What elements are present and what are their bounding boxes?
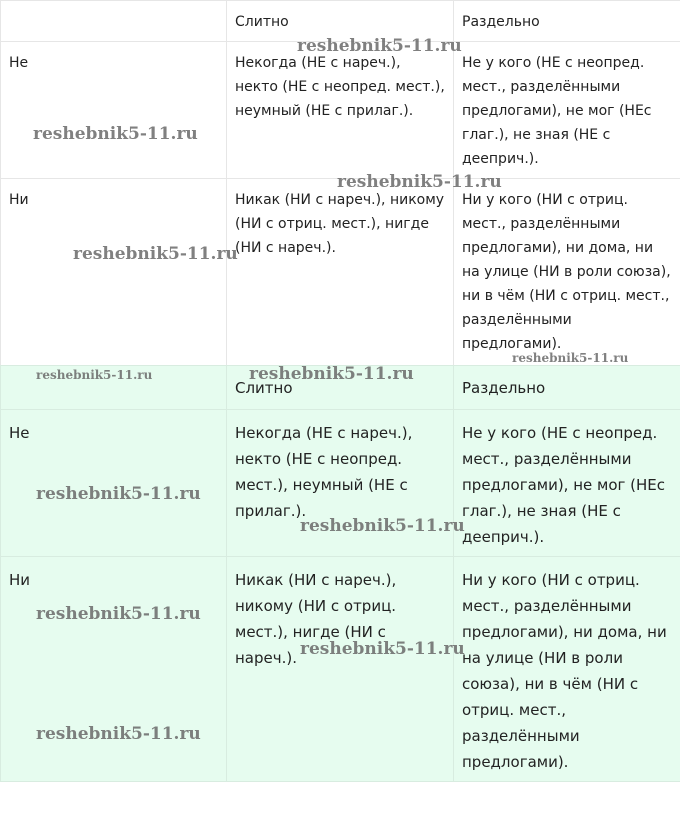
header-cell-separate: Раздельно [454, 366, 680, 410]
separate-cell: Ни у кого (НИ с отриц. мест., разделёнными предлогами), ни дома, ни на улице (НИ в роли союза), ни в чём (НИ с отриц. мест., разделёнными предлогами). [454, 179, 680, 366]
watermark: reshebnik5-11.ru [73, 244, 238, 264]
watermark: reshebnik5-11.ru [512, 351, 629, 365]
watermark: reshebnik5-11.ru [297, 36, 462, 56]
watermark: reshebnik5-11.ru [36, 724, 201, 744]
table-row-ni [1, 179, 680, 366]
separate-cell: Не у кого (НЕ с неопред. мест., разделёнными предлогами), не мог (НЕс глаг.), не зная (НЕ с дееприч.). [454, 410, 680, 557]
table-row-ne [1, 410, 680, 557]
separate-cell: Не у кого (НЕ с неопред. мест., разделёнными предлогами), не мог (НЕс глаг.), не зная (НЕ с дееприч.). [454, 42, 680, 179]
watermark: reshebnik5-11.ru [337, 172, 502, 192]
together-cell: Некогда (НЕ с нареч.), некто (НЕ с неопред. мест.), неумный (НЕ с прилаг.). [227, 42, 454, 179]
watermark: reshebnik5-11.ru [36, 484, 201, 504]
rules-table-green [0, 365, 680, 782]
table-header-row [1, 366, 680, 410]
together-cell: Никак (НИ с нареч.), никому (НИ с отриц. мест.), нигде (НИ с нареч.). [227, 557, 454, 782]
header-cell-empty [1, 1, 227, 42]
row-label: Не [1, 410, 227, 557]
row-label: Ни [1, 179, 227, 366]
together-cell: Никак (НИ с нареч.), никому (НИ с отриц. мест.), нигде (НИ с нареч.). [227, 179, 454, 366]
header-cell-together: Слитно [227, 1, 454, 42]
rules-table-plain [0, 0, 680, 366]
table-row-ne [1, 42, 680, 179]
separate-cell: Ни у кого (НИ с отриц. мест., разделёнными предлогами), ни дома, ни на улице (НИ в роли союза), ни в чём (НИ с отриц. мест., разделёнными предлогами). [454, 557, 680, 782]
header-cell-separate: Раздельно [454, 1, 680, 42]
watermark: reshebnik5-11.ru [300, 639, 465, 659]
watermark: reshebnik5-11.ru [36, 368, 153, 382]
together-cell: Некогда (НЕ с нареч.), некто (НЕ с неопред. мест.), неумный (НЕ с прилаг.). [227, 410, 454, 557]
watermark: reshebnik5-11.ru [33, 124, 198, 144]
header-cell-together: Слитно [227, 366, 454, 410]
watermark: reshebnik5-11.ru [300, 516, 465, 536]
table-header-row [1, 1, 680, 42]
watermark: reshebnik5-11.ru [36, 604, 201, 624]
header-cell-empty [1, 366, 227, 410]
row-label: Ни [1, 557, 227, 782]
table-row-ni [1, 557, 680, 782]
watermark: reshebnik5-11.ru [249, 364, 414, 384]
row-label: Не [1, 42, 227, 179]
